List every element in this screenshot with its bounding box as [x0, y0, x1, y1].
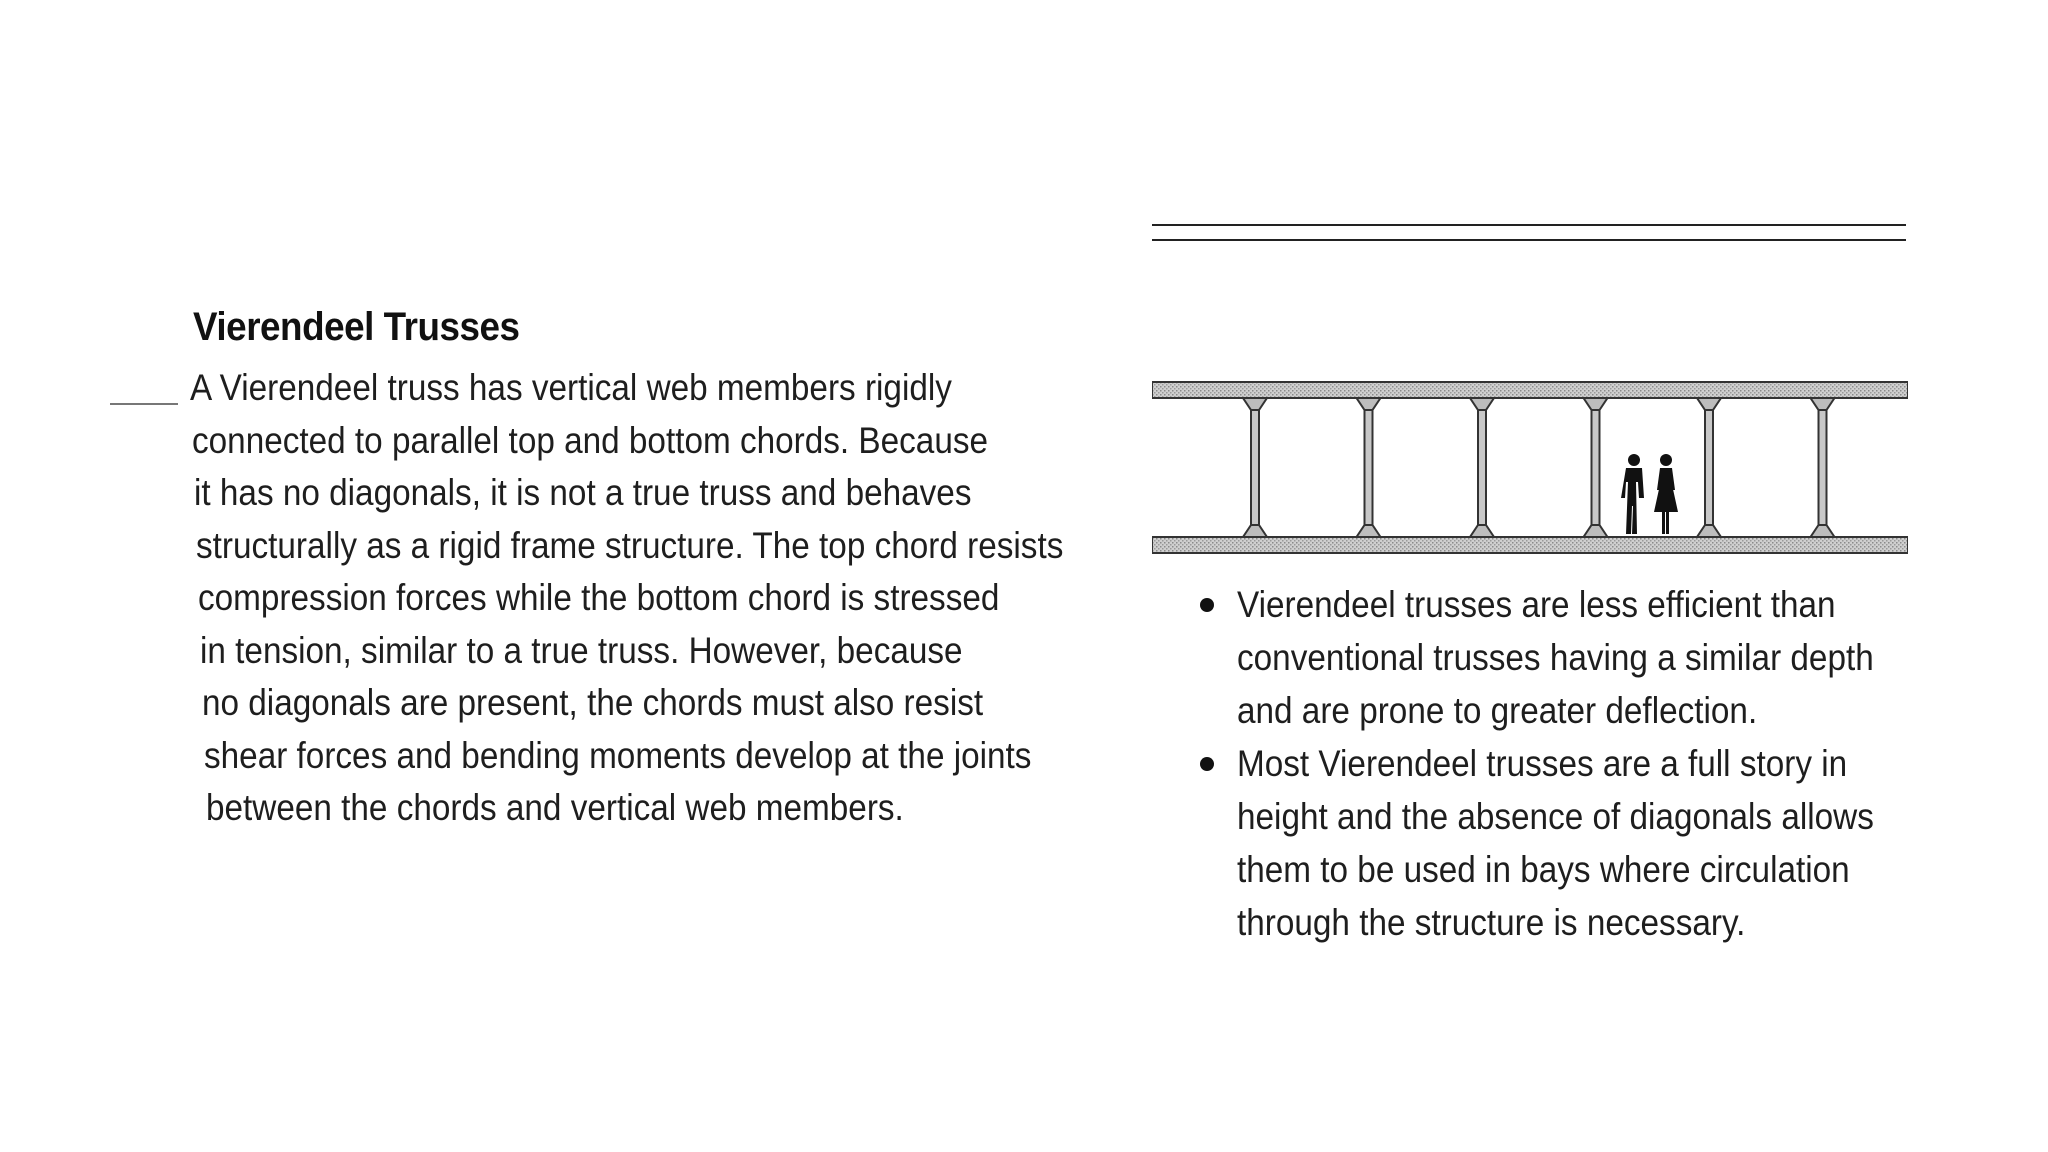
vertical-web-member	[1584, 398, 1608, 537]
bullet-line: Vierendeel trusses are less efficient than	[1237, 584, 1836, 625]
bullet-item	[1200, 737, 1920, 949]
bullet-line: Most Vierendeel trusses are a full story in	[1237, 743, 1848, 784]
paragraph-line: structurally as a rigid frame structure. The top chord resists	[196, 524, 1064, 566]
paragraph-line: it has no diagonals, it is not a true truss and behaves	[194, 472, 972, 513]
vertical-web-member	[1811, 398, 1835, 537]
vertical-web-member	[1697, 398, 1721, 537]
paragraph-line: no diagonals are present, the chords must also resist	[202, 682, 984, 723]
paragraph-line: between the chords and vertical web members.	[206, 787, 904, 828]
bullet-dot-icon	[1200, 757, 1214, 771]
man-figure-icon	[1621, 454, 1644, 534]
truss-diagram	[1152, 378, 1908, 558]
leader-line	[110, 403, 178, 405]
double-rule-divider	[1152, 224, 1906, 242]
bullet-item	[1200, 578, 1920, 737]
paragraph-line: compression forces while the bottom chord is stressed	[198, 577, 1000, 618]
text-column	[190, 305, 1120, 835]
top-chord	[1152, 382, 1908, 398]
bottom-chord	[1152, 537, 1908, 553]
bullet-line: them to be used in bays where circulation	[1237, 849, 1850, 890]
vertical-web-member	[1243, 398, 1267, 537]
paragraph-line: shear forces and bending moments develop at the joints	[204, 734, 1032, 776]
bullet-line: conventional trusses having a similar depth	[1237, 637, 1874, 678]
vertical-web-member	[1357, 398, 1381, 537]
bullet-line: through the structure is necessary.	[1237, 902, 1746, 943]
bullet-dot-icon	[1200, 598, 1214, 612]
paragraph-line: connected to parallel top and bottom chords. Because	[192, 419, 989, 461]
bullet-list	[1200, 578, 1920, 949]
bullet-line: height and the absence of diagonals allows	[1237, 796, 1874, 837]
section-heading: Vierendeel Trusses	[193, 305, 520, 349]
woman-figure-icon	[1654, 454, 1678, 534]
paragraph-line: in tension, similar to a true truss. However, because	[200, 629, 963, 671]
description-paragraph	[190, 362, 1120, 835]
paragraph-line: A Vierendeel truss has vertical web members rigidly	[190, 367, 952, 408]
bullet-line: and are prone to greater deflection.	[1237, 690, 1758, 731]
vertical-web-member	[1470, 398, 1494, 537]
